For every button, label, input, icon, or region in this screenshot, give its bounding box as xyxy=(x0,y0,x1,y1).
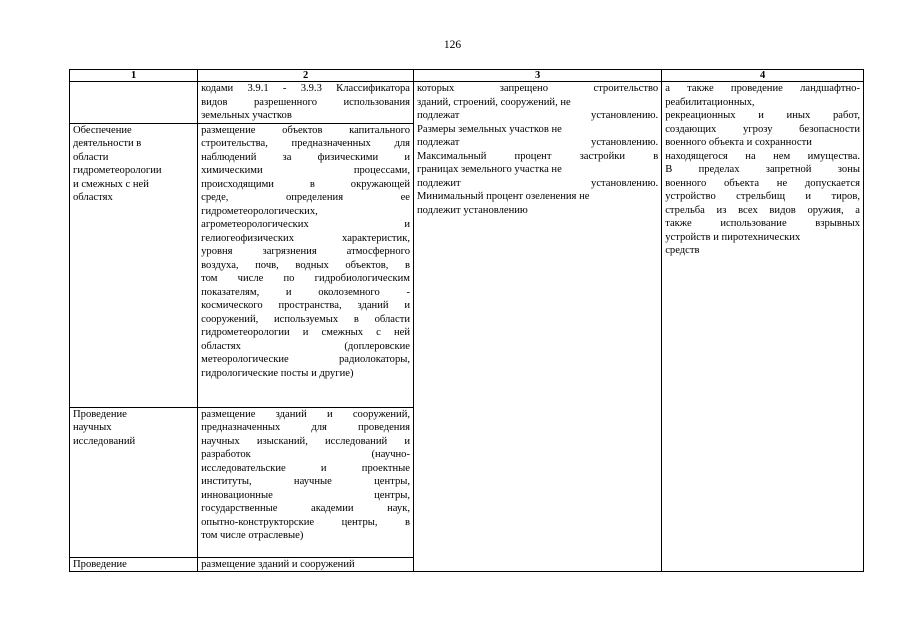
row-0-description xyxy=(198,82,414,124)
col4-restrictions xyxy=(662,82,864,572)
cell-line: создающих угрозу безопасности xyxy=(665,123,860,135)
cell-line: гидрологические посты и другие) xyxy=(201,367,354,379)
row-2-description xyxy=(198,407,414,557)
cell-line: гидрометеорологии и смежных с ней xyxy=(201,327,411,338)
cell-line: В пределах запретной зоны xyxy=(665,164,860,175)
row-1-name xyxy=(70,123,198,407)
cell-line: областях xyxy=(73,192,113,203)
cell-line: также использование взрывных xyxy=(665,218,860,229)
row-2-name xyxy=(70,407,198,557)
row-1-description xyxy=(198,123,414,407)
row-0-name xyxy=(70,82,198,124)
cell-line: кодами 3.9.1 - 3.9.3 Классификатора xyxy=(201,83,411,94)
cell-line: подлежит установлению xyxy=(417,204,528,216)
cell-line: средств xyxy=(665,245,700,256)
cell-line: деятельности в xyxy=(73,138,142,149)
cell-line: подлежат установлению. xyxy=(417,110,659,121)
cell-line: размещение объектов капитального xyxy=(201,124,411,136)
cell-line: наблюдений за физическими и xyxy=(201,151,411,163)
header-col-4: 4 xyxy=(662,70,864,82)
cell-line: рекреационных и иных работ, xyxy=(665,110,860,121)
cell-line: земельных участков xyxy=(201,110,292,121)
cell-line: военного объекта и сохранности xyxy=(665,137,812,148)
cell-line: институты, научные центры, xyxy=(201,476,411,487)
cell-line: показателям, и околоземного - xyxy=(201,286,411,298)
cell-line: строительства, предназначенных для xyxy=(201,138,411,149)
cell-line: происходящими в окружающей xyxy=(201,178,411,190)
cell-line: Проведение xyxy=(73,408,127,420)
cell-line: том числе по гидробиологическим xyxy=(201,273,411,284)
cell-line: химическими процессами, xyxy=(201,165,411,176)
cell-line: сооружений, используемых в области xyxy=(201,313,411,325)
cell-line: государственные академии наук, xyxy=(201,503,411,514)
cell-line: размещение зданий и сооружений xyxy=(201,558,355,570)
header-col-1: 1 xyxy=(70,70,198,82)
cell-line: инновационные центры, xyxy=(201,489,411,501)
header-col-2: 2 xyxy=(198,70,414,82)
header-row xyxy=(70,70,864,82)
cell-line: размещение зданий и сооружений, xyxy=(201,408,411,420)
cell-line: устройств и пиротехнических xyxy=(665,231,801,243)
land-use-table xyxy=(69,69,864,572)
cell-line: предназначенных для проведения xyxy=(201,422,411,433)
table-row xyxy=(70,82,864,124)
cell-line: том числе отраслевые) xyxy=(201,530,304,541)
cell-line: гидрометеорологии xyxy=(73,165,162,176)
cell-line: исследовательские и проектные xyxy=(201,462,411,474)
cell-line: воздуха, почв, водных объектов, в xyxy=(201,259,411,271)
page-number: 126 xyxy=(443,39,462,51)
cell-line: уровня загрязнения атмосферного xyxy=(201,246,411,257)
cell-line: области xyxy=(73,151,109,163)
cell-line: Размеры земельных участков не xyxy=(417,123,562,135)
cell-line: устройство стрельбищ и тиров, xyxy=(665,191,860,202)
cell-line: подлежит установлению. xyxy=(417,177,659,189)
cell-line: Минимальный процент озеленения не xyxy=(417,191,590,202)
row-3-description xyxy=(198,557,414,572)
cell-line: и смежных с ней xyxy=(73,178,149,190)
cell-line: метеорологические радиолокаторы, xyxy=(201,354,411,365)
cell-line: исследований xyxy=(73,435,136,447)
cell-line: находящегося на нем имущества. xyxy=(665,150,860,162)
col3-params xyxy=(414,82,662,572)
cell-line: Максимальный процент застройки в xyxy=(417,150,659,162)
cell-line: опытно-конструкторские центры, в xyxy=(201,516,411,528)
cell-line: областях (доплеровские xyxy=(201,340,411,352)
header-col-3: 3 xyxy=(414,70,662,82)
cell-line: которых запрещено строительство xyxy=(417,83,659,94)
cell-line: военного объекта не допускается xyxy=(665,177,860,189)
cell-line: видов разрешенного использования xyxy=(201,96,411,108)
cell-line: стрельба из всех видов оружия, а xyxy=(665,204,860,216)
row-3-name xyxy=(70,557,198,572)
cell-line: а также проведение ландшафтно- xyxy=(665,83,860,94)
cell-line: гелиогеофизических характеристик, xyxy=(201,232,411,244)
cell-line: космического пространства, зданий и xyxy=(201,300,411,311)
cell-line: границах земельного участка не xyxy=(417,164,562,175)
cell-line: гидрометеорологических, xyxy=(201,205,318,217)
cell-line: подлежат установлению. xyxy=(417,137,659,148)
cell-line: среде, определения ее xyxy=(201,192,411,203)
cell-line: зданий, строений, сооружений, не xyxy=(417,96,571,108)
cell-line: агрометеорологических и xyxy=(201,219,411,230)
cell-line: разработок (научно- xyxy=(201,449,411,460)
cell-line: научных xyxy=(73,422,112,433)
cell-line: Проведение xyxy=(73,558,127,570)
cell-line: Обеспечение xyxy=(73,124,132,136)
cell-line: реабилитационных, xyxy=(665,96,755,108)
cell-line: научных изысканий, исследований и xyxy=(201,435,411,447)
